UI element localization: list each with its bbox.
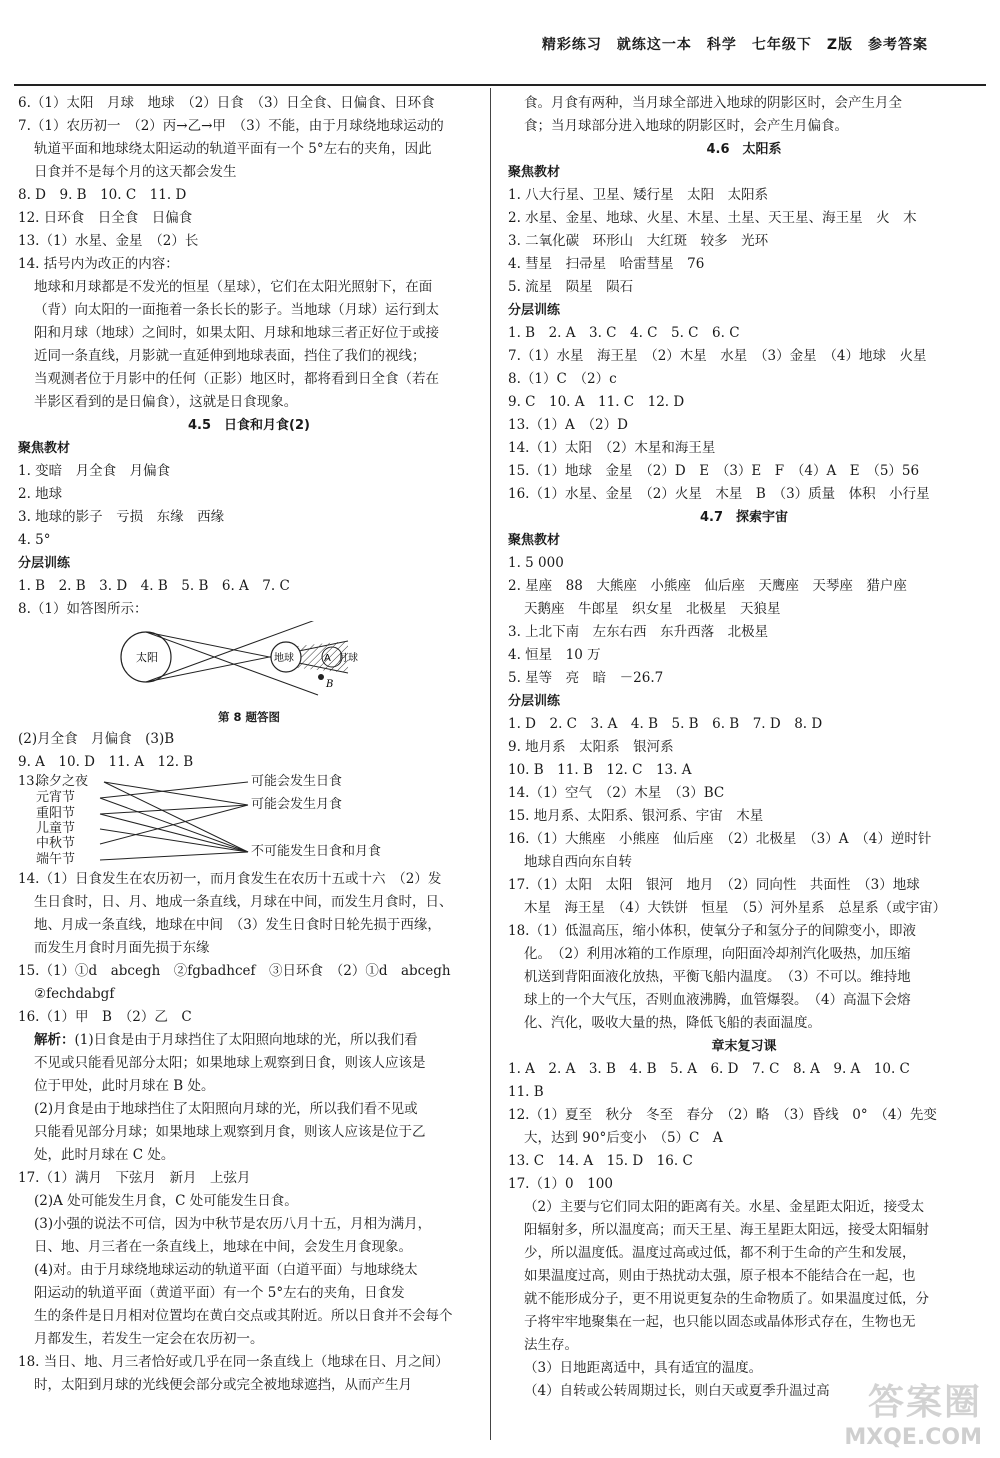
match-left-0: 除夕之夜	[36, 774, 89, 789]
answer-line: 1. B 2. B 3. D 4. B 5. B 6. A 7. C	[18, 578, 290, 594]
match-left-4: 中秋节	[36, 836, 76, 851]
answer-line: 18. 当日、地、月三者恰好或几乎在同一条直线上（地球在日、月之间）	[18, 1354, 449, 1370]
answer-line: 月都发生，若发生一定会在农历初一。	[34, 1331, 264, 1347]
answer-line: 16.（1）大熊座 小熊座 仙后座 （2）北极星 （3）A （4）逆时针	[508, 831, 932, 847]
answer-line: 近同一条直线，月影就一直延伸到地球表面，挡住了我们的视线；	[34, 348, 426, 364]
answer-line: 9. 地月系 太阳系 银河系	[508, 739, 674, 755]
answer-line: 3. 地球的影子 亏损 东缘 西缘	[18, 509, 225, 525]
section-heading: 分层训练	[18, 556, 71, 571]
answer-line: 18.（1）低温高压，缩小体积，使氧分子和氢分子的间隙变小，即液	[508, 923, 917, 939]
answer-line: 15.（1）地球 金星 （2）D E （3）E F （4）A E （5）56	[508, 463, 920, 479]
answer-line: 14. 括号内为改正的内容：	[18, 256, 179, 272]
answer-line: 天鹅座 牛郎星 织女星 北极星 天狼星	[524, 601, 781, 617]
section-title: 章末复习课	[711, 1039, 777, 1054]
moon-a-label: A	[324, 653, 331, 664]
answer-line: 2. 水星、金星、地球、火星、木星、土星、天王星、海王星 火 木	[508, 210, 917, 226]
watermark-url: MXQE.COM	[844, 1425, 982, 1450]
answer-line: （背）向太阳的一面拖着一条长长的影子。当地球（月球）运行到太	[34, 302, 439, 318]
answer-line: 14.（1）空气 （2）木星 （3）BC	[508, 785, 725, 801]
answer-line: (2)月食是由于地球挡住了太阳照向月球的光，所以我们看不见或	[34, 1101, 418, 1117]
answer-line: ②fechdabgf	[34, 986, 115, 1002]
section-title: 4.5 日食和月食(2)	[188, 418, 310, 433]
analysis-label: 解析：	[34, 1032, 75, 1048]
answer-line: 就不能形成分子，更不用说更复杂的生命物质了。如果温度过低，分	[524, 1291, 929, 1307]
answer-line: 化、汽化，吸收大量的热，降低飞船的表面温度。	[524, 1015, 821, 1031]
answer-line: 如果温度过高，则由于热扰动太强，原子根本不能结合在一起，也	[524, 1268, 916, 1284]
watermark-logo: 答案圈	[867, 1382, 982, 1423]
section-title: 4.6 太阳系	[706, 142, 782, 157]
answer-line: 而发生月食时月面先损于东缘	[34, 940, 210, 956]
answer-line: 处，此时月球在 C 处。	[34, 1147, 175, 1163]
match-right-2: 不可能发生日食和月食	[251, 844, 382, 859]
answer-line: 3. 上北下南 左东右西 东升西落 北极星	[508, 624, 769, 640]
answer-line: 2. 星座 88 大熊座 小熊座 仙后座 天鹰座 天琴座 猎户座	[508, 578, 907, 594]
page-header: 精彩练习 就练这一本 科学 七年级下 Z版 参考答案	[541, 37, 928, 53]
answer-line: 食。月食有两种，当月球全部进入地球的阴影区时，会产生月全	[524, 95, 902, 111]
answer-line: 地、月成一条直线，地球在中间 （3）发生日食时日轮先损于西缘，	[34, 917, 441, 933]
section-heading: 聚焦教材	[508, 165, 561, 180]
answer-line: 8. D 9. B 10. C 11. D	[18, 187, 187, 203]
answer-line: 3. 二氧化碳 环形山 大红斑 较多 光环	[508, 233, 769, 249]
answer-line: 1. A 2. A 3. B 4. B 5. A 6. D 7. C 8. A 9. A 10. C	[508, 1061, 910, 1077]
answer-line: 17.（1）0 100	[508, 1176, 613, 1192]
answer-line: 11. B	[508, 1084, 544, 1100]
answer-line: 位于甲处，此时月球在 B 处。	[34, 1078, 215, 1094]
answer-line: 地球自西向东自转	[524, 854, 632, 870]
figure-caption: 第 8 题答图	[217, 710, 280, 724]
earth-label: 地球	[274, 653, 294, 664]
answer-line: 阳辐射多，所以温度高；而天王星、海王星距太阳远，接受太阳辐射	[524, 1222, 929, 1238]
match-left-3: 儿童节	[36, 821, 76, 836]
left-section-b	[18, 728, 480, 774]
answer-line: (4)对。由于月球绕地球运动的轨道平面（白道平面）与地球绕太	[34, 1262, 418, 1278]
match-left-5: 端午节	[36, 852, 76, 867]
answer-line: 地球和月球都是不发光的恒星（星球），它们在太阳光照射下，在面	[34, 279, 433, 295]
answer-line: 5. 流星 陨星 陨石	[508, 279, 634, 295]
answer-line: 6.（1）太阳 月球 地球 （2）日食 （3）日全食、日偏食、日环食	[18, 95, 435, 111]
answer-line: 轨道平面和地球绕太阳运动的轨道平面有一个 5°左右的夹角，因此	[34, 141, 432, 157]
answer-line: 2. 地球	[18, 486, 63, 502]
answer-line: (2)月全食 月偏食 (3)B	[18, 731, 175, 747]
answer-line: 9. A 10. D 11. A 12. B	[18, 754, 194, 770]
answer-line: （2）主要与它们同太阳的距离有关。水星、金星距太阳近，接受太	[524, 1199, 925, 1215]
right-section	[508, 92, 980, 1403]
answer-line: 16.（1）水星、金星 （2）火星 木星 B （3）质量 体积 小行星	[508, 486, 930, 502]
answer-line: （3）日地距离适中，具有适宜的温度。	[524, 1360, 763, 1376]
answer-line: 食；当月球部分进入地球的阴影区时，会产生月偏食。	[524, 118, 848, 134]
section-heading: 聚焦教材	[508, 533, 561, 548]
answer-line: 只能看见部分月球；如果地球上观察到月食，则该人应该是位于乙	[34, 1124, 426, 1140]
match-right-0: 可能会发生日食	[251, 774, 343, 789]
match-right-1: 可能会发生月食	[251, 797, 343, 812]
answer-line: 木星 海王星 （4）大铁饼 恒星 （5）河外星系 总星系（或宇宙）	[524, 900, 947, 916]
section-heading: 分层训练	[508, 694, 561, 709]
match-left-2: 重阳节	[36, 806, 76, 821]
answer-line: 球上的一个大气压，否则血液沸腾，血管爆裂。 （4）高温下会熔	[524, 992, 911, 1008]
eclipse-diagram	[118, 621, 378, 706]
answer-line: 大，达到 90°后变小 （5）C A	[524, 1130, 723, 1146]
answer-line: 日、地、月三者在一条直线上，地球在中间，会发生月食现象。	[34, 1239, 412, 1255]
answer-line: （4）自转或公转周期过长，则白天或夏季升温过高	[524, 1383, 830, 1399]
answer-line: 12.（1）夏至 秋分 冬至 春分 （2）略 （3）昏线 0° （4）先变	[508, 1107, 937, 1123]
answer-line: 当观测者位于月影中的任何（正影）地区时，都将看到日全食（若在	[34, 371, 439, 387]
answer-line: 4. 恒星 10 万	[508, 647, 601, 663]
answer-line: 13.（1）水星、金星 （2）长	[18, 233, 199, 249]
answer-line: 机送到背阳面液化放热，平衡飞船内温度。 （3）不可以。维持地	[524, 969, 911, 985]
answer-line: (3)小强的说法不可信，因为中秋节是农历八月十五，月相为满月，	[34, 1216, 432, 1232]
watermark	[844, 1374, 982, 1450]
answer-line: 9. C 10. A 11. C 12. D	[508, 394, 685, 410]
answer-line: 13. C 14. A 15. D 16. C	[508, 1153, 693, 1169]
answer-line: 8.（1）C （2）c	[508, 371, 617, 387]
answer-line: 阳和月球（地球）之间时，如果太阳、月球和地球三者正好位于或接	[34, 325, 439, 341]
left-section-a	[18, 92, 480, 621]
matching-question-number: 13.	[18, 774, 39, 789]
right-column	[508, 92, 980, 1403]
left-column	[18, 92, 480, 1397]
answer-line: 5. 星等 亮 暗 －26.7	[508, 670, 664, 686]
header-rule	[14, 84, 986, 86]
answer-line: 4. 5°	[18, 532, 51, 548]
answer-line: 半影区看到的是日偏食），这就是日食现象。	[34, 394, 298, 410]
answer-line: 4. 彗星 扫帚星 哈雷彗星 76	[508, 256, 705, 272]
section-heading: 聚焦教材	[18, 441, 71, 456]
answer-line: 1. 八大行星、卫星、矮行星 太阳 太阳系	[508, 187, 769, 203]
answer-line: 16.（1）甲 B （2）乙 C	[18, 1009, 192, 1025]
answer-line: 7.（1）农历初一 （2）丙→乙→甲 （3）不能，由于月球绕地球运动的	[18, 118, 444, 134]
column-divider	[490, 88, 491, 1440]
answer-line: 1. D 2. C 3. A 4. B 5. B 6. B 7. D 8. D	[508, 716, 823, 732]
answer-line: 阳运动的轨道平面（黄道平面）有一个 5°左右的夹角，日食发	[34, 1285, 405, 1301]
answer-line: 13.（1）A （2）D	[508, 417, 628, 433]
answer-line: 日食并不是每个月的这天都会发生	[34, 164, 237, 180]
eclipse-figure	[18, 621, 480, 706]
answer-line: 17.（1）太阳 太阳 银河 地月 （2）同向性 共面性 （3）地球	[508, 877, 920, 893]
answer-line: 化。 （2）利用冰箱的工作原理，向阳面冷却剂汽化吸热，加压缩	[524, 946, 911, 962]
section-title: 4.7 探索宇宙	[699, 510, 789, 525]
answer-line: 1. 变暗 月全食 月偏食	[18, 463, 171, 479]
match-left-1: 元宵节	[36, 790, 76, 805]
answer-line: 10. B 11. B 12. C 13. A	[508, 762, 692, 778]
answer-line: 12. 日环食 日全食 日偏食	[18, 210, 193, 226]
answer-line: 8.（1）如答图所示：	[18, 601, 148, 617]
answer-line: 1. B 2. A 3. C 4. C 5. C 6. C	[508, 325, 740, 341]
answer-line: 少，所以温度低。温度过高或过低，都不利于生命的产生和发展，	[524, 1245, 916, 1261]
answer-line: 生日食时，日、月、地成一条直线，月球在中间，而发生月食时，日、	[34, 894, 453, 910]
matching-exercise	[18, 774, 480, 868]
moon-b-dot	[318, 674, 324, 680]
answer-line: (2)A 处可能发生月食，C 处可能发生日食。	[34, 1193, 298, 1209]
answer-line: 子将牢牢地聚集在一起，也只能以固态或晶体形式存在，生物也无	[524, 1314, 916, 1330]
answer-line: 7.（1）水星 海王星 （2）木星 水星 （3）金星 （4）地球 火星	[508, 348, 927, 364]
sun-label: 太阳	[136, 651, 158, 664]
answer-line: 15. 地月系、太阳系、银河系、宇宙 木星	[508, 808, 764, 824]
section-heading: 分层训练	[508, 303, 561, 318]
answer-line: 14.（1）太阳 （2）木星和海王星	[508, 440, 716, 456]
answer-line: 时，太阳到月球的光线便会部分或完全被地球遮挡，从而产生月	[34, 1377, 412, 1393]
answer-line: 14.（1）日食发生在农历初一，而月食发生在农历十五或十六 （2）发	[18, 871, 442, 887]
answer-line: 15.（1）①d abcegh ②fgbadhcef ③日环食 （2）①d abcegh	[18, 963, 451, 979]
answer-line: 解析：(1)日食是由于月球挡住了太阳照向地球的光，所以我们看	[34, 1032, 418, 1048]
moon-label: 月球	[338, 653, 358, 664]
left-section-c	[18, 868, 480, 1397]
answer-line: 1. 5 000	[508, 555, 564, 571]
answer-line: 生的条件是日月相对位置均在黄白交点或其附近。所以日食并不会每个	[34, 1308, 453, 1324]
answer-line: 不见或只能看见部分太阳；如果地球上观察到日食，则该人应该是	[34, 1055, 426, 1071]
answer-line: 法生存。	[524, 1337, 578, 1353]
answer-line: 17.（1）满月 下弦月 新月 上弦月	[18, 1170, 251, 1186]
moon-b-label: B	[326, 679, 334, 690]
